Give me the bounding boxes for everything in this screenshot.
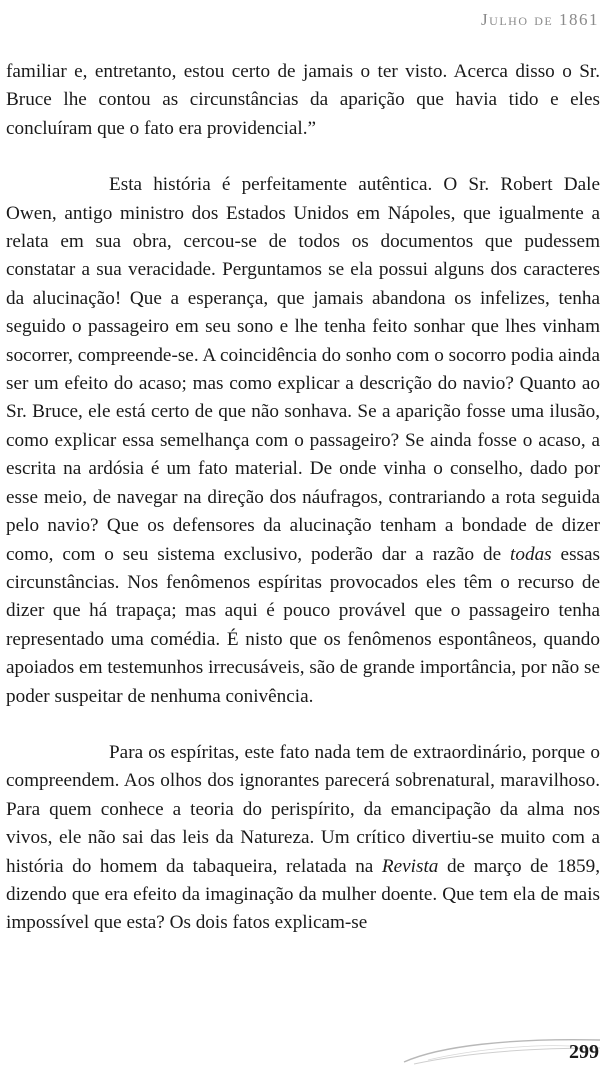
paragraph-2 [6,171,600,711]
page-number: 299 [569,1041,599,1063]
paragraph-1 [6,58,600,143]
paragraph-3-text-cont: de março de 1859, dizendo que era efeito da imaginação da mulher doente. Que tem ela de mais impossível que esta? Os dois fatos explicam-se [6,855,600,934]
page-footer [400,1024,607,1072]
paragraph-1-text: familiar e, entretanto, estou certo de jamais o ter visto. Acerca disso o Sr. Bruce lhe contou as circunstâncias da aparição que havia tido e eles concluíram que o fato era providencial.” [6,61,600,139]
paragraph-2-text-cont: essas circunstâncias. Nos fenômenos espíritas provocados eles têm o recurso de dizer que há trapaça; mas aqui é pouco provável que o passageiro tenha representado uma comédia. É nisto que os fenômenos espontâneos, quando apoiados em testemunhos irrecusáveis, são de grande importância, por não se poder suspeitar de nenhuma conivência. [6,543,600,707]
running-header: Julho de 1861 [481,10,599,29]
emphasis-revista: Revista [381,855,439,877]
paragraph-2-text: Esta história é perfeitamente autêntica. O Sr. Robert Dale Owen, antigo ministro dos Estados Unidos em Nápoles, que igualmente a relata em sua obra, cercou-se de todos os documentos que pudessem constatar a sua veracidade. Perguntamos se ela possui alguns dos caracteres da alucinação! Que a esperança, que jamais abandona os infelizes, tenha seguido o passageiro em seu sono e lhe tenha feito sonhar que lhes vinham socorrer, compreende-se. A coincidência do sonho com o socorro podia ainda ser um efeito do acaso; mas como explicar a descrição do navio? Quanto ao Sr. Bruce, ele está certo de que não sonhava. Se a aparição fosse uma ilusão, como explicar essa semelhança com o passageiro? Se ainda fosse o acaso, a escrita na ardósia é um fato material. De onde vinha o conselho, dado por esse meio, de navegar na direção dos náufragos, contrariando a rota seguida pelo navio? Que os defensores da alucinação tenham a bondade de dizer como, com o seu sistema exclusivo, poderão dar a razão de [6,174,600,565]
body-text [6,58,600,938]
emphasis-todas: todas [510,543,552,565]
paragraph-3 [6,739,600,938]
paragraph-3-text: Para os espíritas, este fato nada tem de extraordinário, porque o compreendem. Aos olhos dos ignorantes parecerá sobrenatural, maravilhoso. Para quem conhece a teoria do perispírito, da emancipação da alma nos vivos, ele não sai das leis da Natureza. Um crítico divertiu-se muito com a história do homem da tabaqueira, relatada na [6,741,600,877]
